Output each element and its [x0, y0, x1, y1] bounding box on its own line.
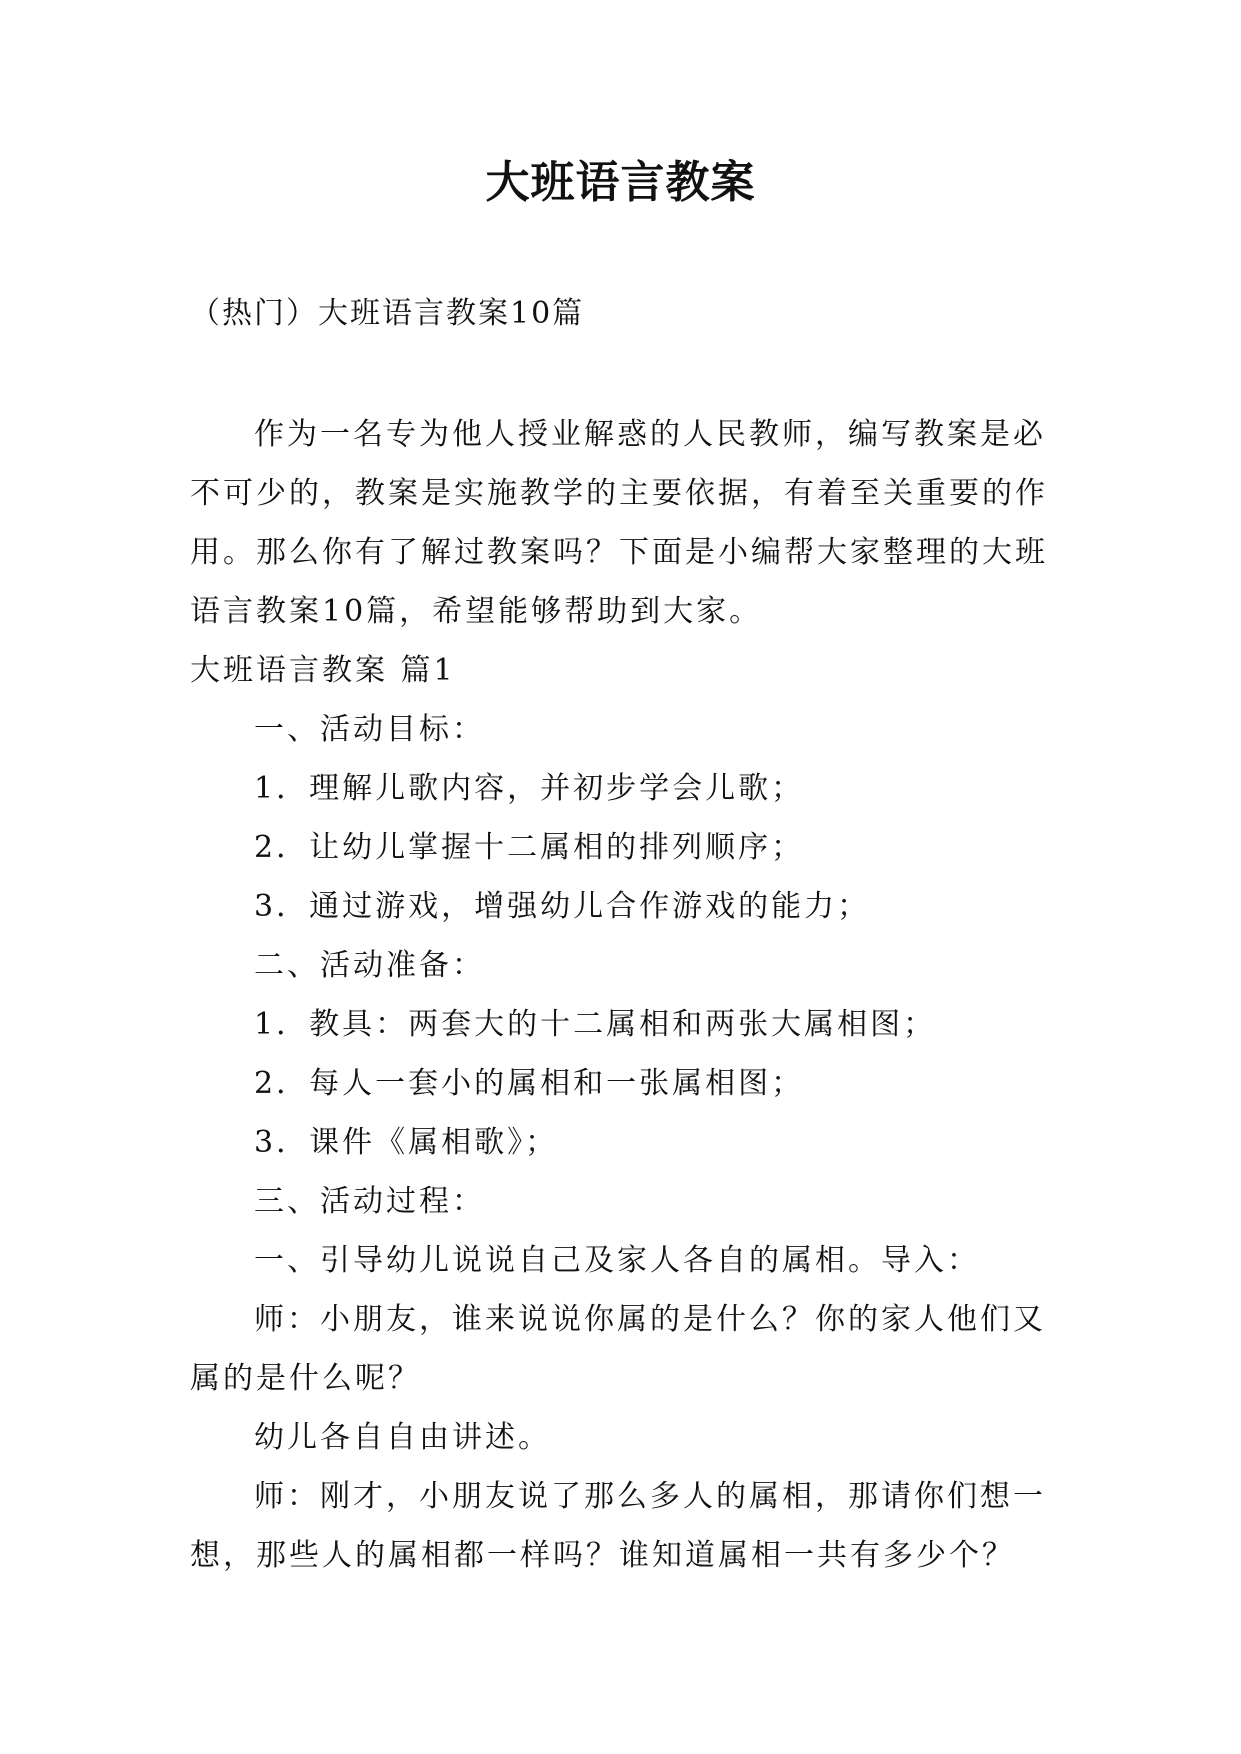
paragraph: 2．让幼儿掌握十二属相的排列顺序；: [254, 830, 805, 865]
section-heading: 大班语言教案 篇1: [190, 653, 456, 688]
document-title: 大班语言教案: [485, 157, 756, 208]
document-body: [190, 405, 1054, 1585]
paragraph: 1．理解儿歌内容，并初步学会儿歌；: [254, 771, 805, 806]
paragraph: 师：刚才，小朋友说了那么多人的属相，那请你们想一想，那些人的属相都一样吗？谁知道属相一共有多少个？: [190, 1479, 1046, 1573]
paragraph: 幼儿各自自由讲述。: [254, 1420, 551, 1455]
paragraph: 二、活动准备：: [254, 948, 485, 983]
paragraph: 师：小朋友，谁来说说你属的是什么？你的家人他们又属的是什么呢？: [190, 1302, 1046, 1396]
paragraph: 2．每人一套小的属相和一张属相图；: [254, 1066, 805, 1101]
paragraph: 3．课件《属相歌》；: [254, 1125, 559, 1160]
paragraph: 3．通过游戏，增强幼儿合作游戏的能力；: [254, 889, 871, 924]
document-subtitle: （热门）大班语言教案10篇: [190, 296, 585, 331]
paragraph: 一、引导幼儿说说自己及家人各自的属相。导入：: [254, 1243, 980, 1278]
intro-paragraph: 作为一名专为他人授业解惑的人民教师，编写教案是必不可少的，教案是实施教学的主要依据，有着至关重要的作用。那么你有了解过教案吗？下面是小编帮大家整理的大班语言教案10篇，希望能够帮助到大家。: [190, 417, 1048, 629]
paragraph: 三、活动过程：: [254, 1184, 485, 1219]
paragraph: 一、活动目标：: [254, 712, 485, 747]
paragraph: 1．教具：两套大的十二属相和两张大属相图；: [254, 1007, 937, 1042]
